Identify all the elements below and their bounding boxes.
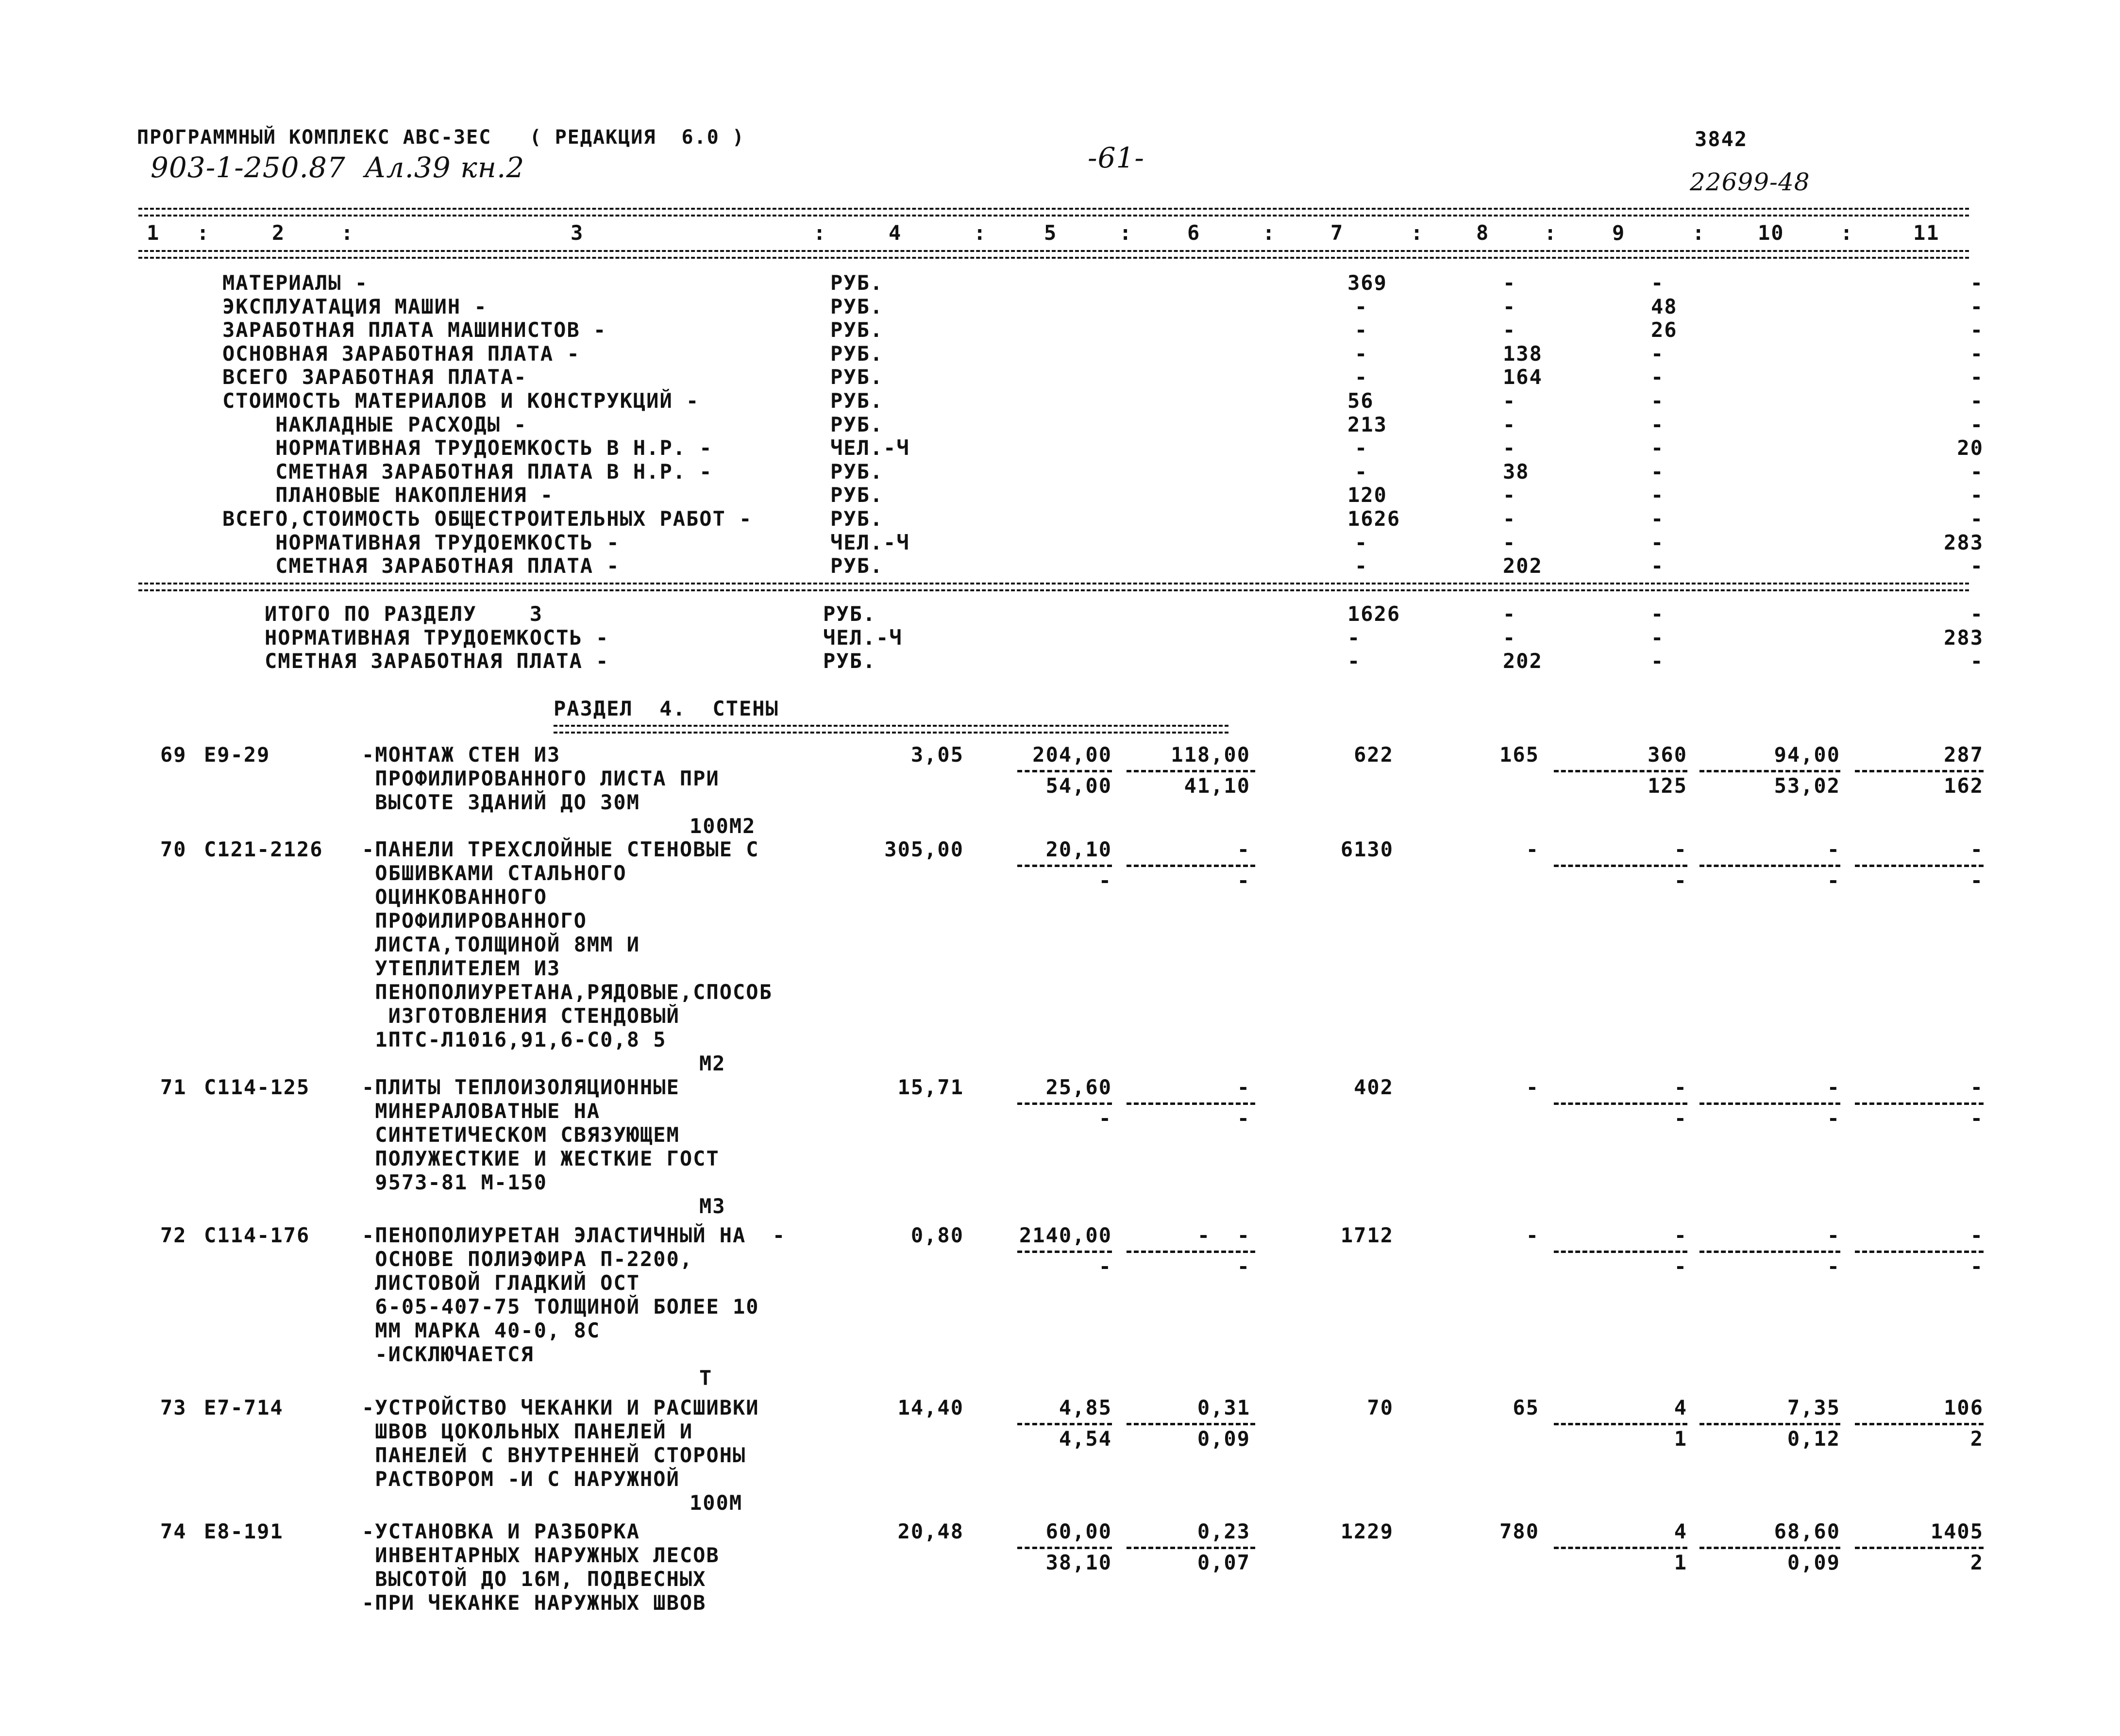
item-machines: 360 xyxy=(1648,743,1687,767)
summary-c8: - xyxy=(1503,412,1516,436)
summary-c8: - xyxy=(1503,294,1516,318)
column-number: 5 xyxy=(1044,221,1058,245)
item-unit: М3 xyxy=(699,1194,726,1218)
total-c8: - xyxy=(1503,602,1516,626)
total-label: НОРМАТИВНАЯ ТРУДОЕМКОСТЬ - xyxy=(265,625,609,650)
item-labor-norm: - xyxy=(1827,837,1840,861)
item-machine-price: 118,00 xyxy=(1171,743,1250,767)
summary-unit: РУБ. xyxy=(830,294,884,318)
summary-c11: - xyxy=(1970,507,1984,531)
item-description-line: 1ПТС-Л1016,91,6-С0,8 5 xyxy=(362,1028,667,1052)
item-wages: 780 xyxy=(1499,1519,1539,1543)
summary-c11: 283 xyxy=(1944,530,1984,554)
item-price: 204,00 xyxy=(1032,743,1112,767)
summary-label: НОРМАТИВНАЯ ТРУДОЕМКОСТЬ - xyxy=(222,530,620,554)
column-separator: : xyxy=(974,221,987,245)
summary-c7: - xyxy=(1355,436,1368,460)
total-unit: ЧЕЛ.-Ч xyxy=(823,625,903,650)
project-code-handwritten: 903-1-250.87 Ал.39 кн.2 xyxy=(151,151,525,184)
summary-c8: - xyxy=(1503,318,1516,342)
item-price-wage: - xyxy=(1098,1254,1112,1278)
summary-label: МАТЕРИАЛЫ - xyxy=(222,271,369,295)
item-labor-total-machinist: 2 xyxy=(1970,1551,1984,1574)
value-separator xyxy=(1017,865,1112,867)
item-description-line: ВЫСОТОЙ ДО 16М, ПОДВЕСНЫХ xyxy=(362,1567,707,1591)
item-machine-wage: - xyxy=(1237,868,1250,892)
summary-label: СТОИМОСТЬ МАТЕРИАЛОВ И КОНСТРУКЦИЙ - xyxy=(222,389,700,413)
item-labor-norm: 68,60 xyxy=(1774,1519,1840,1543)
item-labor-norm-machinist: 53,02 xyxy=(1774,774,1840,798)
item-unit: 100М xyxy=(690,1491,743,1515)
summary-c7: 56 xyxy=(1347,389,1374,413)
summary-unit: РУБ. xyxy=(830,459,884,484)
item-quantity: 15,71 xyxy=(897,1075,964,1099)
value-separator xyxy=(1855,770,1984,772)
item-description-line: ПОЛУЖЕСТКИЕ И ЖЕСТКИЕ ГОСТ xyxy=(362,1147,720,1170)
total-label: СМЕТНАЯ ЗАРАБОТНАЯ ПЛАТА - xyxy=(265,649,609,673)
item-labor-norm: - xyxy=(1827,1075,1840,1099)
summary-c11: - xyxy=(1970,459,1984,484)
summary-c11: - xyxy=(1970,271,1984,295)
value-separator xyxy=(1017,1102,1112,1105)
value-separator xyxy=(1699,1423,1840,1425)
summary-c7: - xyxy=(1355,365,1368,389)
page-number-handwritten: -61- xyxy=(1088,141,1144,174)
item-labor-total: 106 xyxy=(1944,1396,1984,1419)
item-total-cost: 70 xyxy=(1367,1396,1394,1419)
summary-c7: - xyxy=(1355,294,1368,318)
column-number: 2 xyxy=(272,221,286,245)
summary-label: СМЕТНАЯ ЗАРАБОТНАЯ ПЛАТА - xyxy=(222,554,620,578)
value-separator xyxy=(1855,1547,1984,1549)
value-separator xyxy=(1017,770,1112,772)
summary-c7: 369 xyxy=(1347,271,1387,295)
value-separator xyxy=(1554,865,1687,867)
summary-c11: - xyxy=(1970,412,1984,436)
value-separator xyxy=(1554,1547,1687,1549)
item-labor-total: 287 xyxy=(1944,743,1984,767)
item-machine-wage: 0,07 xyxy=(1197,1551,1250,1574)
summary-label: ПЛАНОВЫЕ НАКОПЛЕНИЯ - xyxy=(222,483,554,507)
summary-label: СМЕТНАЯ ЗАРАБОТНАЯ ПЛАТА В Н.Р. - xyxy=(222,459,713,484)
value-separator xyxy=(1127,1547,1255,1549)
item-number: 73 xyxy=(160,1396,187,1419)
item-labor-total: - xyxy=(1970,1075,1984,1099)
column-separator: : xyxy=(341,221,354,245)
summary-c7: 1626 xyxy=(1347,507,1401,531)
summary-c11: - xyxy=(1970,554,1984,578)
item-price-wage: - xyxy=(1098,868,1112,892)
summary-unit: РУБ. xyxy=(830,483,884,507)
item-labor-total-machinist: - xyxy=(1970,1254,1984,1278)
item-labor-norm: - xyxy=(1827,1223,1840,1247)
total-c9: - xyxy=(1651,625,1665,650)
item-description-line: ЛИСТА,ТОЛЩИНОЙ 8ММ И xyxy=(362,933,640,956)
value-separator xyxy=(1699,865,1840,867)
column-number: 7 xyxy=(1330,221,1344,245)
column-number: 11 xyxy=(1913,221,1940,245)
column-number: 9 xyxy=(1612,221,1626,245)
summary-c11: - xyxy=(1970,318,1984,342)
summary-c9: - xyxy=(1651,271,1665,295)
item-labor-total: - xyxy=(1970,1223,1984,1247)
document-number: 3842 xyxy=(1695,127,1748,151)
item-unit: 100М2 xyxy=(690,814,756,838)
item-unit: Т xyxy=(699,1366,713,1390)
value-separator xyxy=(1127,1102,1255,1105)
item-price: 4,85 xyxy=(1059,1396,1112,1419)
item-description-line: ВЫСОТЕ ЗДАНИЙ ДО 30М xyxy=(362,790,640,814)
item-quantity: 20,48 xyxy=(897,1519,964,1543)
summary-c8: - xyxy=(1503,389,1516,413)
summary-unit: ЧЕЛ.-Ч xyxy=(830,530,910,554)
value-separator xyxy=(1855,1102,1984,1105)
summary-label: НАКЛАДНЫЕ РАСХОДЫ - xyxy=(222,412,527,436)
summary-c11: - xyxy=(1970,389,1984,413)
value-separator xyxy=(1017,1547,1112,1549)
item-description-line: -УСТРОЙСТВО ЧЕКАНКИ И РАСШИВКИ xyxy=(362,1396,759,1419)
total-c9: - xyxy=(1651,649,1665,673)
item-labor-norm-machinist: 0,09 xyxy=(1787,1551,1840,1574)
summary-c8: - xyxy=(1503,483,1516,507)
total-label: ИТОГО ПО РАЗДЕЛУ 3 xyxy=(265,602,543,626)
item-wages: 65 xyxy=(1513,1396,1539,1419)
column-separator: : xyxy=(1840,221,1854,245)
summary-label: ВСЕГО,СТОИМОСТЬ ОБЩЕСТРОИТЕЛЬНЫХ РАБОТ - xyxy=(222,507,753,531)
item-machine-price: - xyxy=(1237,837,1250,861)
summary-c9: - xyxy=(1651,341,1665,366)
item-description-line: РАСТВОРОМ -И С НАРУЖНОЙ xyxy=(362,1467,680,1491)
summary-c9: - xyxy=(1651,483,1665,507)
value-separator xyxy=(1554,1251,1687,1253)
value-separator xyxy=(1127,770,1255,772)
item-description-line: ОЦИНКОВАННОГО xyxy=(362,885,548,909)
summary-c8: 202 xyxy=(1503,554,1543,578)
item-labor-norm: 94,00 xyxy=(1774,743,1840,767)
item-description-line: ЛИСТОВОЙ ГЛАДКИЙ ОСТ xyxy=(362,1271,640,1295)
header-top-rule xyxy=(138,208,1969,217)
summary-c9: - xyxy=(1651,507,1665,531)
item-code: Е8-191 xyxy=(204,1519,284,1543)
item-machinist-wage: - xyxy=(1674,1106,1687,1130)
value-separator xyxy=(1855,1423,1984,1425)
summary-c9: - xyxy=(1651,365,1665,389)
item-labor-norm-machinist: - xyxy=(1827,1106,1840,1130)
item-number: 74 xyxy=(160,1519,187,1543)
item-labor-total: - xyxy=(1970,837,1984,861)
item-machinist-wage: - xyxy=(1674,868,1687,892)
item-total-cost: 1712 xyxy=(1340,1223,1394,1247)
item-number: 71 xyxy=(160,1075,187,1099)
item-quantity: 3,05 xyxy=(910,743,964,767)
summary-c8: 164 xyxy=(1503,365,1543,389)
summary-c9: 48 xyxy=(1651,294,1678,318)
summary-unit: РУБ. xyxy=(830,271,884,295)
summary-c9: - xyxy=(1651,554,1665,578)
item-machines: - xyxy=(1674,1075,1687,1099)
summary-c11: - xyxy=(1970,294,1984,318)
summary-c7: - xyxy=(1355,530,1368,554)
item-price-wage: 4,54 xyxy=(1059,1427,1112,1451)
summary-label: НОРМАТИВНАЯ ТРУДОЕМКОСТЬ В Н.Р. - xyxy=(222,436,713,460)
total-c11: - xyxy=(1970,602,1984,626)
summary-c9: - xyxy=(1651,412,1665,436)
item-quantity: 14,40 xyxy=(897,1396,964,1419)
column-number: 3 xyxy=(571,221,584,245)
summary-c7: - xyxy=(1355,554,1368,578)
summary-rule xyxy=(138,583,1969,591)
item-wages: - xyxy=(1526,1223,1539,1247)
item-labor-total-machinist: - xyxy=(1970,1106,1984,1130)
column-separator: : xyxy=(1411,221,1424,245)
archive-number-handwritten: 22699-48 xyxy=(1690,168,1810,196)
item-machine-price: 0,23 xyxy=(1197,1519,1250,1543)
item-machinist-wage: 1 xyxy=(1674,1551,1687,1574)
item-price: 2140,00 xyxy=(1019,1223,1112,1247)
item-code: Е7-714 xyxy=(204,1396,284,1419)
section-title: РАЗДЕЛ 4. СТЕНЫ xyxy=(554,697,779,720)
item-description-line: 6-05-407-75 ТОЛЩИНОЙ БОЛЕЕ 10 xyxy=(362,1295,759,1319)
summary-c9: - xyxy=(1651,389,1665,413)
item-machinist-wage: - xyxy=(1674,1254,1687,1278)
total-c11: - xyxy=(1970,649,1984,673)
summary-c9: - xyxy=(1651,459,1665,484)
item-number: 69 xyxy=(160,743,187,767)
column-number: 8 xyxy=(1476,221,1490,245)
item-labor-norm-machinist: - xyxy=(1827,868,1840,892)
item-machine-wage: 41,10 xyxy=(1184,774,1250,798)
item-wages: - xyxy=(1526,837,1539,861)
item-machine-wage: - xyxy=(1237,1106,1250,1130)
summary-unit: РУБ. xyxy=(830,341,884,366)
item-quantity: 305,00 xyxy=(884,837,964,861)
total-unit: РУБ. xyxy=(823,602,876,626)
value-separator xyxy=(1127,865,1255,867)
item-machines: - xyxy=(1674,1223,1687,1247)
summary-c7: - xyxy=(1355,459,1368,484)
item-description-line: -УСТАНОВКА И РАЗБОРКА xyxy=(362,1519,640,1543)
column-separator: : xyxy=(813,221,827,245)
value-separator xyxy=(1554,1102,1687,1105)
item-description-line: ИНВЕНТАРНЫХ НАРУЖНЫХ ЛЕСОВ xyxy=(362,1543,720,1567)
value-separator xyxy=(1855,865,1984,867)
item-machines: 4 xyxy=(1674,1396,1687,1419)
value-separator xyxy=(1554,770,1687,772)
value-separator xyxy=(1127,1423,1255,1425)
column-separator: : xyxy=(1692,221,1706,245)
item-machinist-wage: 1 xyxy=(1674,1427,1687,1451)
item-description-line: -ИСКЛЮЧАЕТСЯ xyxy=(362,1342,534,1366)
item-description-line: -МОНТАЖ СТЕН ИЗ xyxy=(362,743,561,767)
summary-c9: - xyxy=(1651,530,1665,554)
item-price-wage: 38,10 xyxy=(1045,1551,1112,1574)
item-number: 72 xyxy=(160,1223,187,1247)
total-c9: - xyxy=(1651,602,1665,626)
value-separator xyxy=(1554,1423,1687,1425)
summary-c7: - xyxy=(1355,341,1368,366)
item-description-line: ПАНЕЛЕЙ С ВНУТРЕННЕЙ СТОРОНЫ xyxy=(362,1443,746,1467)
item-description-line: ММ МАРКА 40-0, 8С xyxy=(362,1319,601,1342)
item-total-cost: 622 xyxy=(1354,743,1394,767)
total-c7: - xyxy=(1347,625,1361,650)
item-description-line: УТЕПЛИТЕЛЕМ ИЗ xyxy=(362,956,561,980)
item-description-line: ИЗГОТОВЛЕНИЯ СТЕНДОВЫЙ xyxy=(362,1004,680,1028)
summary-c9: - xyxy=(1651,436,1665,460)
item-machine-wage: - xyxy=(1237,1254,1250,1278)
value-separator xyxy=(1017,1423,1112,1425)
item-description-line: ШВОВ ЦОКОЛЬНЫХ ПАНЕЛЕЙ И xyxy=(362,1419,693,1443)
total-c8: - xyxy=(1503,625,1516,650)
summary-unit: ЧЕЛ.-Ч xyxy=(830,436,910,460)
summary-c8: - xyxy=(1503,530,1516,554)
summary-unit: РУБ. xyxy=(830,412,884,436)
item-wages: 165 xyxy=(1499,743,1539,767)
value-separator xyxy=(1017,1251,1112,1253)
summary-c11: - xyxy=(1970,341,1984,366)
item-description-line: СИНТЕТИЧЕСКОМ СВЯЗУЮЩЕМ xyxy=(362,1123,680,1147)
summary-c9: 26 xyxy=(1651,318,1678,342)
item-code: С114-176 xyxy=(204,1223,310,1247)
item-labor-total: 1405 xyxy=(1930,1519,1984,1543)
header-bottom-rule xyxy=(138,250,1969,259)
item-description-line: ПЕНОПОЛИУРЕТАНА,РЯДОВЫЕ,СПОСОБ xyxy=(362,980,773,1004)
summary-c7: - xyxy=(1355,318,1368,342)
summary-c8: 138 xyxy=(1503,341,1543,366)
item-total-cost: 1229 xyxy=(1340,1519,1394,1543)
item-machines: - xyxy=(1674,837,1687,861)
item-labor-norm-machinist: 0,12 xyxy=(1787,1427,1840,1451)
item-description-line: -ПЛИТЫ ТЕПЛОИЗОЛЯЦИОННЫЕ xyxy=(362,1075,680,1099)
section-title-underline xyxy=(554,725,1228,734)
summary-label: ЗАРАБОТНАЯ ПЛАТА МАШИНИСТОВ - xyxy=(222,318,607,342)
summary-c11: 20 xyxy=(1957,436,1984,460)
summary-label: ЭКСПЛУАТАЦИЯ МАШИН - xyxy=(222,294,488,318)
item-machine-price: - - xyxy=(1197,1223,1250,1247)
item-price-wage: 54,00 xyxy=(1045,774,1112,798)
summary-unit: РУБ. xyxy=(830,389,884,413)
item-description-line: ОСНОВЕ ПОЛИЭФИРА П-2200, xyxy=(362,1247,693,1271)
total-c7: - xyxy=(1347,649,1361,673)
item-code: С114-125 xyxy=(204,1075,310,1099)
item-description-line: ОБШИВКАМИ СТАЛЬНОГО xyxy=(362,861,627,885)
summary-label: ВСЕГО ЗАРАБОТНАЯ ПЛАТА- xyxy=(222,365,527,389)
column-number: 1 xyxy=(147,221,160,245)
summary-c8: - xyxy=(1503,507,1516,531)
item-labor-norm-machinist: - xyxy=(1827,1254,1840,1278)
value-separator xyxy=(1699,1547,1840,1549)
item-labor-total-machinist: 162 xyxy=(1944,774,1984,798)
item-machine-price: 0,31 xyxy=(1197,1396,1250,1419)
summary-unit: РУБ. xyxy=(830,507,884,531)
item-machinist-wage: 125 xyxy=(1648,774,1687,798)
item-price: 25,60 xyxy=(1045,1075,1112,1099)
item-description-line: ПРОФИЛИРОВАННОГО xyxy=(362,909,587,933)
item-code: Е9-29 xyxy=(204,743,270,767)
summary-c8: - xyxy=(1503,271,1516,295)
summary-c8: - xyxy=(1503,436,1516,460)
value-separator xyxy=(1699,1102,1840,1105)
value-separator xyxy=(1855,1251,1984,1253)
item-description-line: 9573-81 М-150 xyxy=(362,1170,548,1194)
summary-c8: 38 xyxy=(1503,459,1530,484)
column-separator: : xyxy=(197,221,210,245)
item-description-line: -ПРИ ЧЕКАНКЕ НАРУЖНЫХ ШВОВ xyxy=(362,1591,707,1615)
column-separator: : xyxy=(1262,221,1276,245)
summary-c7: 213 xyxy=(1347,412,1387,436)
summary-c7: 120 xyxy=(1347,483,1387,507)
item-labor-total-machinist: 2 xyxy=(1970,1427,1984,1451)
summary-unit: РУБ. xyxy=(830,554,884,578)
item-machine-price: - xyxy=(1237,1075,1250,1099)
item-price: 60,00 xyxy=(1045,1519,1112,1543)
summary-c11: - xyxy=(1970,365,1984,389)
value-separator xyxy=(1699,1251,1840,1253)
item-labor-total-machinist: - xyxy=(1970,868,1984,892)
item-machine-wage: 0,09 xyxy=(1197,1427,1250,1451)
summary-unit: РУБ. xyxy=(830,365,884,389)
item-unit: М2 xyxy=(699,1052,726,1075)
summary-unit: РУБ. xyxy=(830,318,884,342)
item-number: 70 xyxy=(160,837,187,861)
total-c7: 1626 xyxy=(1347,602,1401,626)
item-code: С121-2126 xyxy=(204,837,323,861)
column-number: 4 xyxy=(889,221,902,245)
column-separator: : xyxy=(1119,221,1133,245)
item-description-line: МИНЕРАЛОВАТНЫЕ НА xyxy=(362,1099,601,1123)
item-description-line: -ПАНЕЛИ ТРЕХСЛОЙНЫЕ СТЕНОВЫЕ С xyxy=(362,837,759,861)
value-separator xyxy=(1699,770,1840,772)
summary-label: ОСНОВНАЯ ЗАРАБОТНАЯ ПЛАТА - xyxy=(222,341,580,366)
total-c11: 283 xyxy=(1944,625,1984,650)
total-c8: 202 xyxy=(1503,649,1543,673)
total-unit: РУБ. xyxy=(823,649,876,673)
program-title: ПРОГРАММНЫЙ КОМПЛЕКС АВС-3ЕС ( РЕДАКЦИЯ 6.0 ) xyxy=(137,126,745,149)
item-price: 20,10 xyxy=(1045,837,1112,861)
column-separator: : xyxy=(1544,221,1558,245)
item-total-cost: 402 xyxy=(1354,1075,1394,1099)
column-number: 6 xyxy=(1187,221,1201,245)
value-separator xyxy=(1127,1251,1255,1253)
item-description-line: ПРОФИЛИРОВАННОГО ЛИСТА ПРИ xyxy=(362,767,720,790)
item-total-cost: 6130 xyxy=(1340,837,1394,861)
column-number: 10 xyxy=(1758,221,1784,245)
item-wages: - xyxy=(1526,1075,1539,1099)
item-price-wage: - xyxy=(1098,1106,1112,1130)
item-labor-norm: 7,35 xyxy=(1787,1396,1840,1419)
item-machines: 4 xyxy=(1674,1519,1687,1543)
summary-c11: - xyxy=(1970,483,1984,507)
item-quantity: 0,80 xyxy=(910,1223,964,1247)
item-description-line: -ПЕНОПОЛИУРЕТАН ЭЛАСТИЧНЫЙ НА - xyxy=(362,1223,786,1247)
